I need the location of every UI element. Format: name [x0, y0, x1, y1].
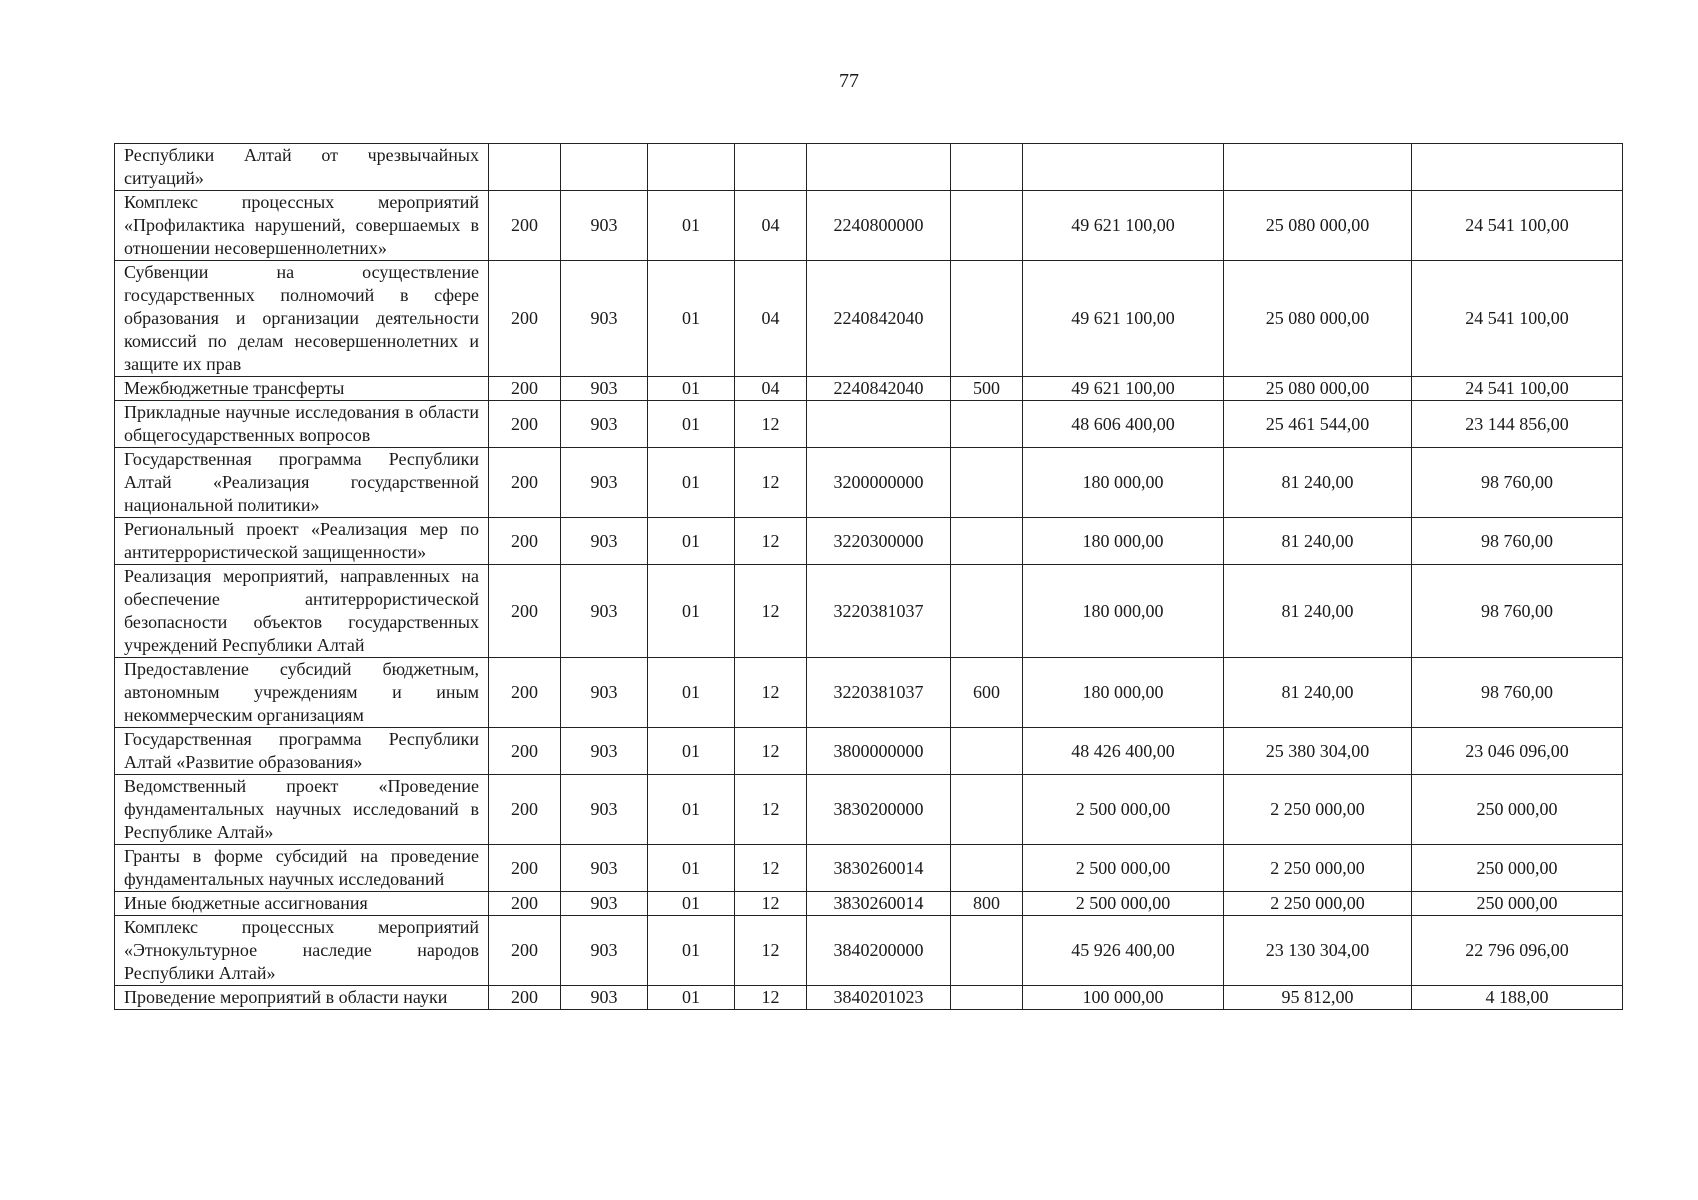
code-subsection: 12 [735, 518, 807, 565]
code-admin: 200 [489, 845, 561, 892]
row-name: Субвенции на осуществление государственных полномочий в сфере образования и организации деятельности комиссий по делам несовершеннолетних и защите их прав [115, 261, 489, 377]
code-expense-type [951, 518, 1023, 565]
amount-part-2: 23 144 856,00 [1412, 401, 1623, 448]
code-section: 01 [648, 261, 735, 377]
code-section: 01 [648, 448, 735, 518]
code-subsection: 04 [735, 261, 807, 377]
row-name: Комплекс процессных мероприятий «Профилактика нарушений, совершаемых в отношении несовершеннолетних» [115, 191, 489, 261]
amount-part-1: 81 240,00 [1224, 448, 1412, 518]
code-subsection [735, 144, 807, 191]
code-admin: 200 [489, 775, 561, 845]
table-row [115, 401, 1623, 448]
amount-total: 180 000,00 [1023, 658, 1224, 728]
amount-part-2: 23 046 096,00 [1412, 728, 1623, 775]
code-target-article: 3220381037 [807, 565, 951, 658]
code-admin: 200 [489, 916, 561, 986]
code-expense-type [951, 261, 1023, 377]
code-admin: 200 [489, 261, 561, 377]
code-subsection: 12 [735, 775, 807, 845]
code-admin: 200 [489, 448, 561, 518]
table-row [115, 892, 1623, 916]
code-department: 903 [561, 775, 648, 845]
code-section [648, 144, 735, 191]
code-target-article: 3830260014 [807, 892, 951, 916]
code-department: 903 [561, 658, 648, 728]
row-name: Гранты в форме субсидий на проведение фундаментальных научных исследований [115, 845, 489, 892]
amount-part-2: 24 541 100,00 [1412, 191, 1623, 261]
amount-part-1: 23 130 304,00 [1224, 916, 1412, 986]
code-admin: 200 [489, 565, 561, 658]
table-row [115, 261, 1623, 377]
row-name: Прикладные научные исследования в области общегосударственных вопросов [115, 401, 489, 448]
code-department: 903 [561, 191, 648, 261]
code-section: 01 [648, 728, 735, 775]
code-department: 903 [561, 448, 648, 518]
table-row [115, 565, 1623, 658]
code-section: 01 [648, 775, 735, 845]
code-admin: 200 [489, 728, 561, 775]
code-subsection: 12 [735, 916, 807, 986]
code-section: 01 [648, 986, 735, 1010]
code-admin: 200 [489, 518, 561, 565]
amount-part-2: 24 541 100,00 [1412, 261, 1623, 377]
amount-part-1: 2 250 000,00 [1224, 892, 1412, 916]
code-expense-type [951, 775, 1023, 845]
table-row [115, 144, 1623, 191]
code-department: 903 [561, 892, 648, 916]
code-section: 01 [648, 658, 735, 728]
amount-total: 180 000,00 [1023, 448, 1224, 518]
row-name: Региональный проект «Реализация мер по антитеррористической защищенности» [115, 518, 489, 565]
code-subsection: 12 [735, 658, 807, 728]
amount-part-1: 2 250 000,00 [1224, 775, 1412, 845]
code-target-article: 3830200000 [807, 775, 951, 845]
code-department: 903 [561, 377, 648, 401]
amount-part-2: 4 188,00 [1412, 986, 1623, 1010]
amount-part-2: 250 000,00 [1412, 775, 1623, 845]
code-target-article: 3840200000 [807, 916, 951, 986]
amount-part-2: 98 760,00 [1412, 448, 1623, 518]
amount-part-1: 25 461 544,00 [1224, 401, 1412, 448]
code-subsection: 12 [735, 986, 807, 1010]
amount-total: 100 000,00 [1023, 986, 1224, 1010]
code-subsection: 12 [735, 448, 807, 518]
code-expense-type: 600 [951, 658, 1023, 728]
code-department: 903 [561, 728, 648, 775]
amount-part-2: 98 760,00 [1412, 658, 1623, 728]
code-admin: 200 [489, 986, 561, 1010]
code-department: 903 [561, 845, 648, 892]
amount-part-1: 25 080 000,00 [1224, 191, 1412, 261]
code-expense-type [951, 144, 1023, 191]
table-row [115, 377, 1623, 401]
code-department: 903 [561, 916, 648, 986]
code-target-article [807, 144, 951, 191]
code-subsection: 04 [735, 377, 807, 401]
code-target-article: 2240842040 [807, 377, 951, 401]
code-section: 01 [648, 518, 735, 565]
code-department: 903 [561, 401, 648, 448]
table-row [115, 986, 1623, 1010]
amount-part-2 [1412, 144, 1623, 191]
table-row [115, 191, 1623, 261]
code-admin: 200 [489, 892, 561, 916]
code-section: 01 [648, 191, 735, 261]
code-target-article: 3220300000 [807, 518, 951, 565]
amount-part-1: 95 812,00 [1224, 986, 1412, 1010]
row-name: Предоставление субсидий бюджетным, автономным учреждениям и иным некоммерческим организациям [115, 658, 489, 728]
table-row [115, 916, 1623, 986]
row-name: Государственная программа Республики Алтай «Реализация государственной национальной политики» [115, 448, 489, 518]
amount-part-1: 2 250 000,00 [1224, 845, 1412, 892]
code-expense-type [951, 565, 1023, 658]
code-expense-type [951, 845, 1023, 892]
table-row [115, 518, 1623, 565]
code-target-article: 2240842040 [807, 261, 951, 377]
code-subsection: 12 [735, 845, 807, 892]
code-target-article: 3830260014 [807, 845, 951, 892]
code-department: 903 [561, 261, 648, 377]
code-department: 903 [561, 986, 648, 1010]
code-admin: 200 [489, 377, 561, 401]
code-admin: 200 [489, 658, 561, 728]
amount-part-2: 24 541 100,00 [1412, 377, 1623, 401]
code-department: 903 [561, 518, 648, 565]
code-target-article: 2240800000 [807, 191, 951, 261]
code-target-article [807, 401, 951, 448]
code-section: 01 [648, 565, 735, 658]
amount-total: 49 621 100,00 [1023, 191, 1224, 261]
code-target-article: 3220381037 [807, 658, 951, 728]
code-section: 01 [648, 845, 735, 892]
amount-total: 2 500 000,00 [1023, 892, 1224, 916]
amount-part-2: 98 760,00 [1412, 565, 1623, 658]
row-name: Ведомственный проект «Проведение фундаментальных научных исследований в Республике Алтай» [115, 775, 489, 845]
page-number: 77 [839, 70, 859, 92]
row-name: Проведение мероприятий в области науки [115, 986, 489, 1010]
amount-part-1: 25 380 304,00 [1224, 728, 1412, 775]
amount-part-2: 250 000,00 [1412, 892, 1623, 916]
amount-total: 180 000,00 [1023, 565, 1224, 658]
code-department: 903 [561, 565, 648, 658]
amount-part-2: 98 760,00 [1412, 518, 1623, 565]
row-name: Иные бюджетные ассигнования [115, 892, 489, 916]
amount-part-1: 81 240,00 [1224, 565, 1412, 658]
row-name: Реализация мероприятий, направленных на обеспечение антитеррористической безопасности объектов государственных учреждений Республики Алтай [115, 565, 489, 658]
code-section: 01 [648, 401, 735, 448]
code-expense-type [951, 986, 1023, 1010]
amount-total: 48 426 400,00 [1023, 728, 1224, 775]
amount-total: 2 500 000,00 [1023, 775, 1224, 845]
code-admin: 200 [489, 191, 561, 261]
row-name: Государственная программа Республики Алтай «Развитие образования» [115, 728, 489, 775]
table-body [115, 144, 1623, 1010]
amount-part-1 [1224, 144, 1412, 191]
code-admin [489, 144, 561, 191]
code-expense-type [951, 728, 1023, 775]
code-expense-type [951, 401, 1023, 448]
table-row [115, 728, 1623, 775]
amount-total: 180 000,00 [1023, 518, 1224, 565]
amount-total [1023, 144, 1224, 191]
code-admin: 200 [489, 401, 561, 448]
table-row [115, 775, 1623, 845]
code-subsection: 04 [735, 191, 807, 261]
amount-part-1: 25 080 000,00 [1224, 261, 1412, 377]
amount-part-2: 22 796 096,00 [1412, 916, 1623, 986]
amount-total: 49 621 100,00 [1023, 377, 1224, 401]
amount-total: 48 606 400,00 [1023, 401, 1224, 448]
row-name: Республики Алтай от чрезвычайных ситуаций» [115, 144, 489, 191]
code-department [561, 144, 648, 191]
code-target-article: 3200000000 [807, 448, 951, 518]
table-row [115, 658, 1623, 728]
code-subsection: 12 [735, 401, 807, 448]
code-subsection: 12 [735, 728, 807, 775]
code-expense-type: 800 [951, 892, 1023, 916]
amount-part-2: 250 000,00 [1412, 845, 1623, 892]
code-subsection: 12 [735, 892, 807, 916]
code-section: 01 [648, 377, 735, 401]
row-name: Комплекс процессных мероприятий «Этнокультурное наследие народов Республики Алтай» [115, 916, 489, 986]
amount-part-1: 25 080 000,00 [1224, 377, 1412, 401]
code-expense-type [951, 448, 1023, 518]
code-section: 01 [648, 916, 735, 986]
code-expense-type [951, 916, 1023, 986]
amount-part-1: 81 240,00 [1224, 518, 1412, 565]
code-subsection: 12 [735, 565, 807, 658]
amount-total: 2 500 000,00 [1023, 845, 1224, 892]
code-expense-type [951, 191, 1023, 261]
table-row [115, 845, 1623, 892]
code-target-article: 3840201023 [807, 986, 951, 1010]
amount-total: 49 621 100,00 [1023, 261, 1224, 377]
budget-table [114, 143, 1623, 1010]
table-row [115, 448, 1623, 518]
amount-part-1: 81 240,00 [1224, 658, 1412, 728]
code-target-article: 3800000000 [807, 728, 951, 775]
code-section: 01 [648, 892, 735, 916]
code-expense-type: 500 [951, 377, 1023, 401]
row-name: Межбюджетные трансферты [115, 377, 489, 401]
amount-total: 45 926 400,00 [1023, 916, 1224, 986]
